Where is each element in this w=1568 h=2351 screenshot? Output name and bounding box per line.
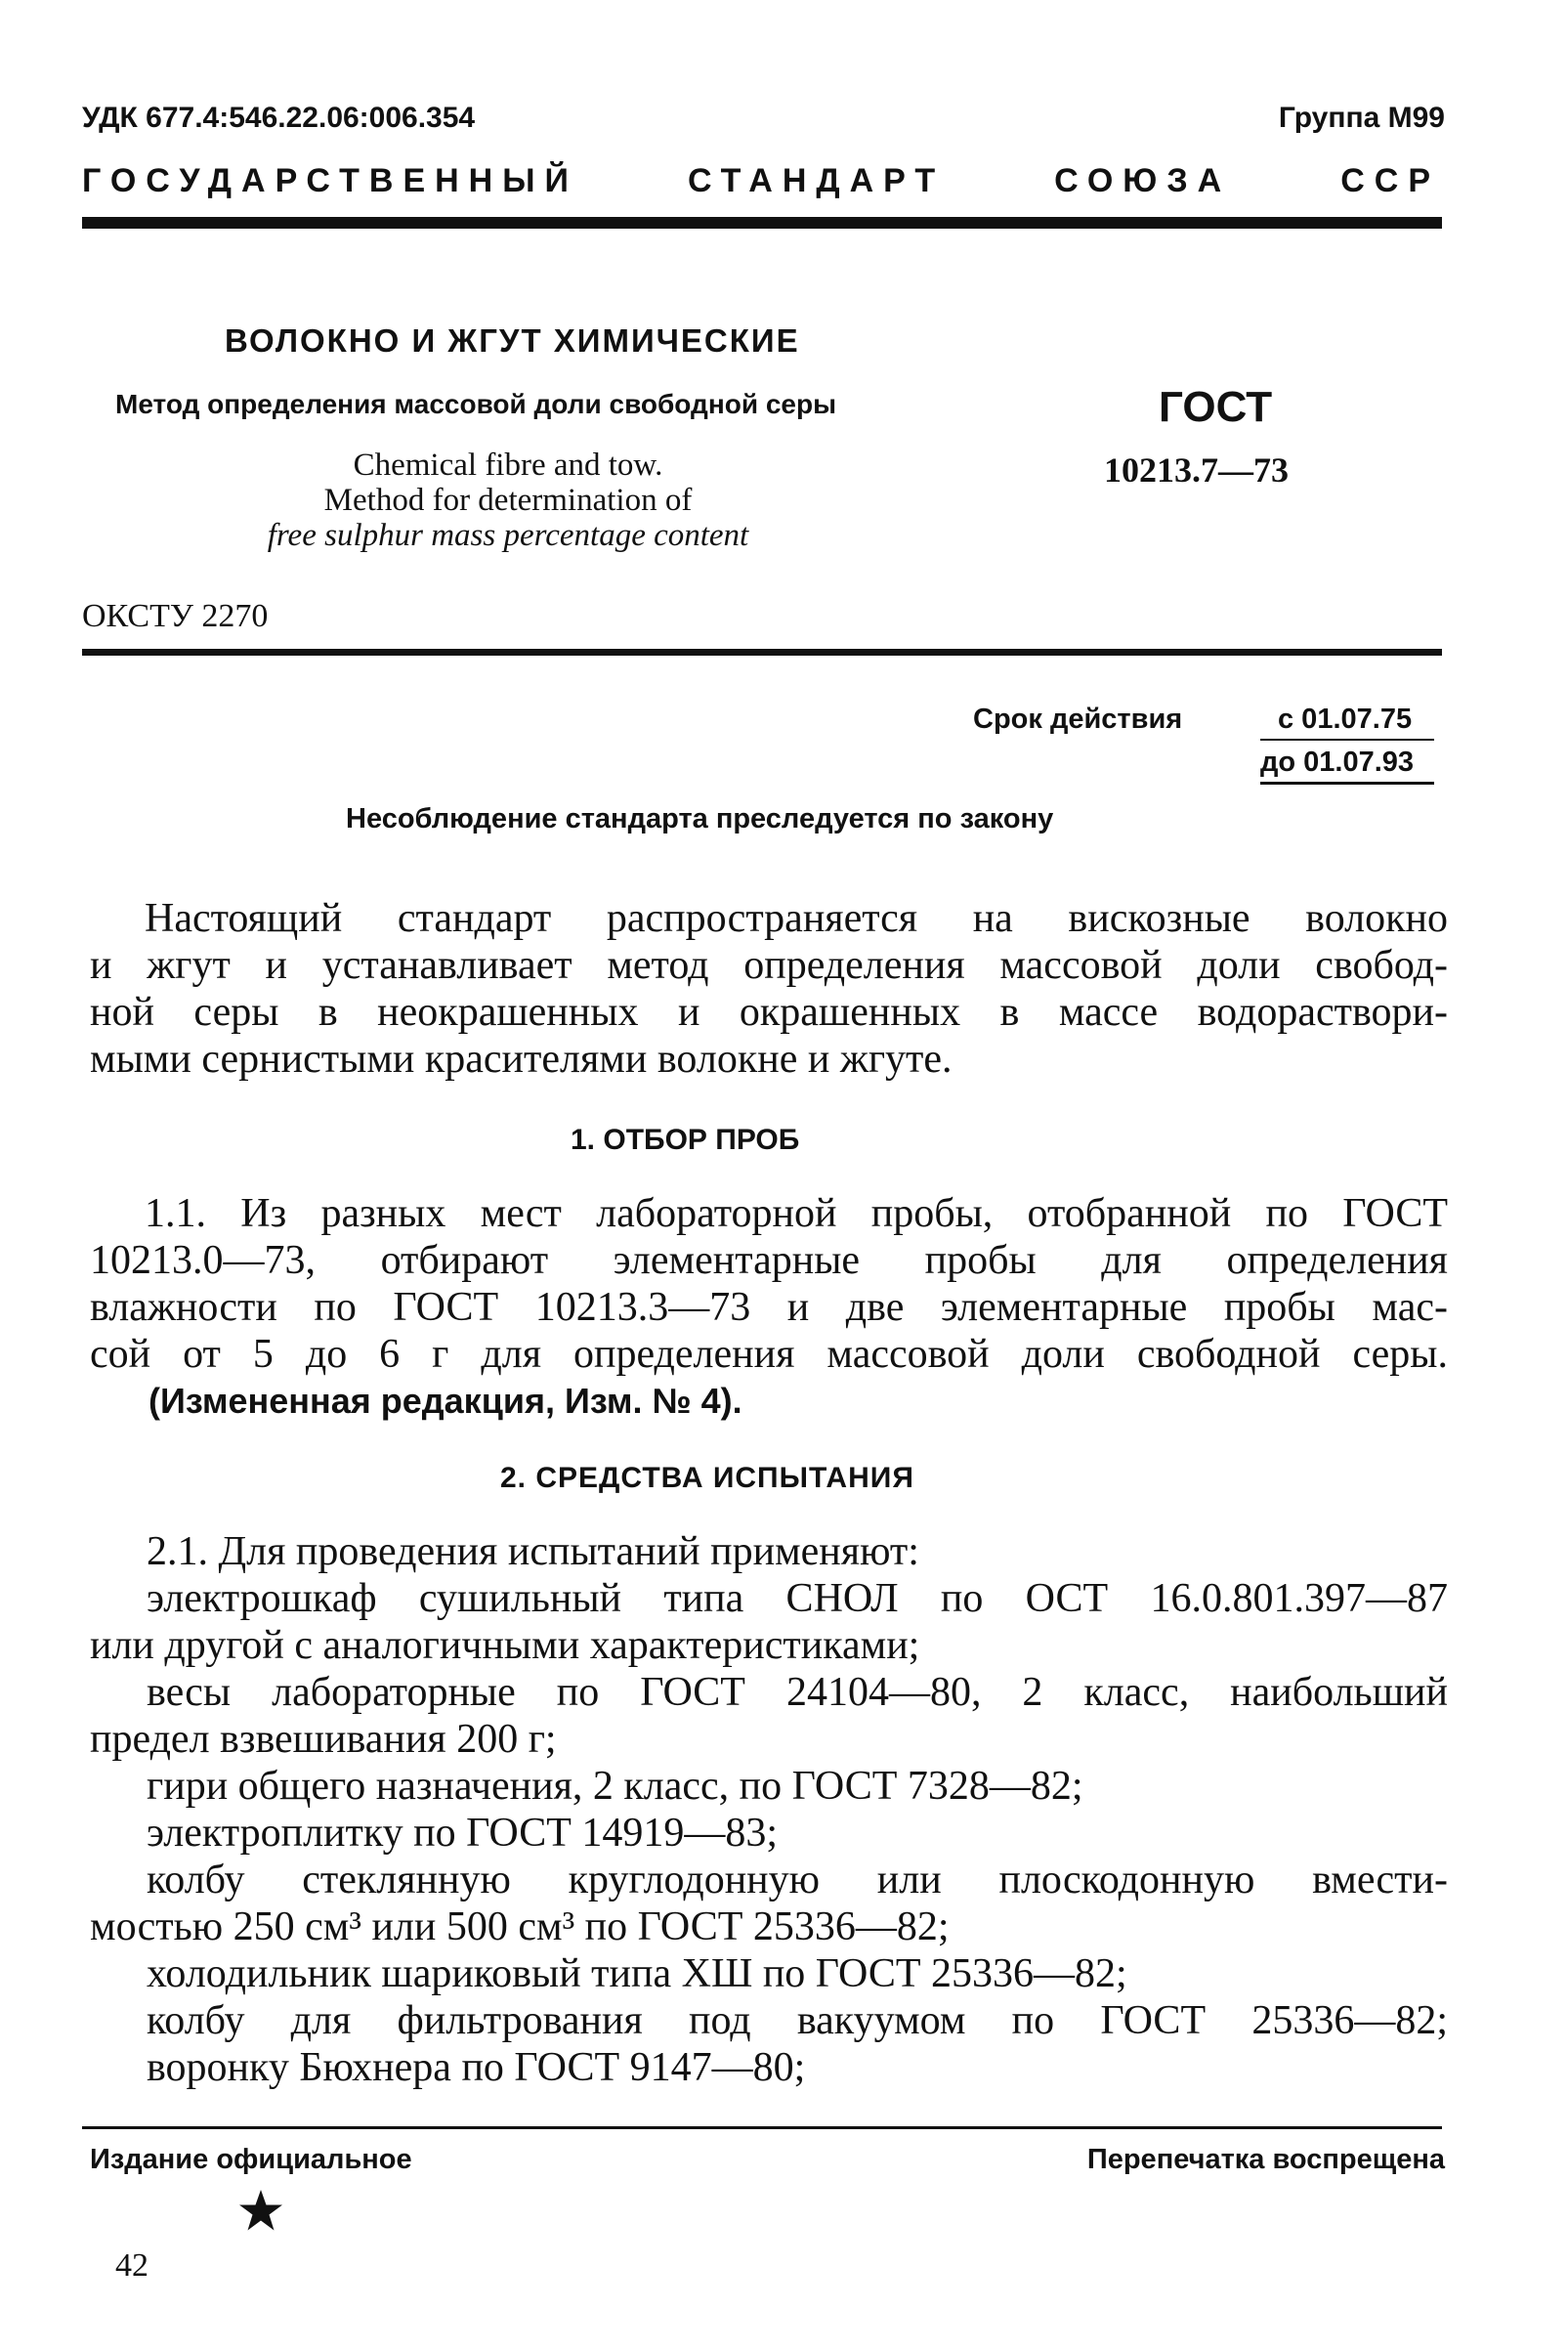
- section-1-line-3: влажности по ГОСТ 10213.3—73 и две элементарные пробы мас-: [90, 1285, 1448, 1330]
- document-title: ВОЛОКНО И ЖГУТ ХИМИЧЕСКИЕ: [225, 322, 800, 359]
- section-2-item-3-line-1: весы лабораторные по ГОСТ 24104—80, 2 класс, наибольший: [147, 1670, 1448, 1715]
- section-2-item-2-line-1: электрошкаф сушильный типа СНОЛ по ОСТ 16.0.801.397—87: [147, 1576, 1448, 1621]
- section-2-item-9: воронку Бюхнера по ГОСТ 9147—80;: [147, 2045, 806, 2090]
- english-title-line-3: free sulphur mass percentage content: [267, 518, 749, 553]
- intro-line-3: ной серы в неокрашенных и окрашенных в массе водораствори-: [90, 990, 1448, 1035]
- section-1-line-4: сой от 5 до 6 г для определения массовой доли свободной серы.: [90, 1332, 1448, 1377]
- validity-underline-1: [1260, 739, 1434, 741]
- validity-from: с 01.07.75: [1278, 704, 1413, 735]
- section-2-item-1: 2.1. Для проведения испытаний применяют:: [147, 1529, 919, 1574]
- intro-line-1: Настоящий стандарт распространяется на вискозные волокно: [145, 896, 1448, 941]
- gost-label: ГОСТ: [1159, 383, 1273, 431]
- section-2-item-6-line-2: мостью 250 см³ или 500 см³ по ГОСТ 25336—82;: [90, 1904, 950, 1949]
- reprint-prohibited: Перепечатка воспрещена: [1086, 2144, 1445, 2175]
- document-subtitle: Метод определения массовой доли свободной серы: [115, 389, 836, 419]
- section-2-item-7: холодильник шариковый типа ХШ по ГОСТ 25336—82;: [147, 1951, 1127, 1996]
- intro-line-2: и жгут и устанавливает метод определения массовой доли свобод-: [90, 943, 1448, 988]
- section-2-item-4: гири общего назначения, 2 класс, по ГОСТ 7328—82;: [147, 1764, 1083, 1809]
- section-2-item-3-line-2: предел взвешивания 200 г;: [90, 1717, 557, 1762]
- validity-to: до 01.07.93: [1260, 747, 1415, 778]
- footer-rule: [82, 2126, 1442, 2129]
- amendment-note: (Измененная редакция, Изм. № 4).: [148, 1381, 742, 1421]
- section-1-line-1: 1.1. Из разных мест лабораторной пробы, отобранной по ГОСТ: [145, 1191, 1448, 1236]
- english-title-line-2: Method for determination of: [323, 483, 693, 518]
- section-2-item-5: электроплитку по ГОСТ 14919—83;: [147, 1811, 779, 1856]
- gost-number: 10213.7—73: [1104, 450, 1289, 490]
- section-2-item-2-line-2: или другой с аналогичными характеристиками;: [90, 1623, 920, 1668]
- official-edition: Издание официальное: [90, 2144, 412, 2175]
- section-1-line-2: 10213.0—73, отбирают элементарные пробы для определения: [90, 1238, 1448, 1283]
- star-icon: [238, 2189, 283, 2232]
- section-2-heading: 2. СРЕДСТВА ИСПЫТАНИЯ: [500, 1462, 914, 1494]
- group-code: Группа М99: [1278, 102, 1445, 134]
- section-2-item-8: колбу для фильтрования под вакуумом по ГОСТ 25336—82;: [147, 1998, 1448, 2043]
- page-number: 42: [115, 2247, 148, 2284]
- section-1-heading: 1. ОТБОР ПРОБ: [571, 1124, 800, 1156]
- intro-line-4: мыми сернистыми красителями волокне и жгуте.: [90, 1037, 953, 1082]
- state-standard-banner: ГОСУДАРСТВЕННЫЙ СТАНДАРТ СОЮЗА ССР: [82, 162, 1440, 199]
- english-title-line-1: Chemical fibre and tow.: [353, 448, 663, 483]
- udk-code: УДК 677.4:546.22.06:006.354: [82, 102, 476, 134]
- validity-underline-2: [1260, 782, 1434, 785]
- legal-notice: Несоблюдение стандарта преследуется по закону: [346, 803, 1054, 834]
- oksty-code: ОКСТУ 2270: [82, 598, 269, 634]
- title-block-rule: [82, 649, 1442, 656]
- section-2-item-6-line-1: колбу стеклянную круглодонную или плоскодонную вмести-: [147, 1858, 1448, 1902]
- header-thick-rule: [82, 217, 1442, 229]
- validity-label: Срок действия: [973, 704, 1183, 735]
